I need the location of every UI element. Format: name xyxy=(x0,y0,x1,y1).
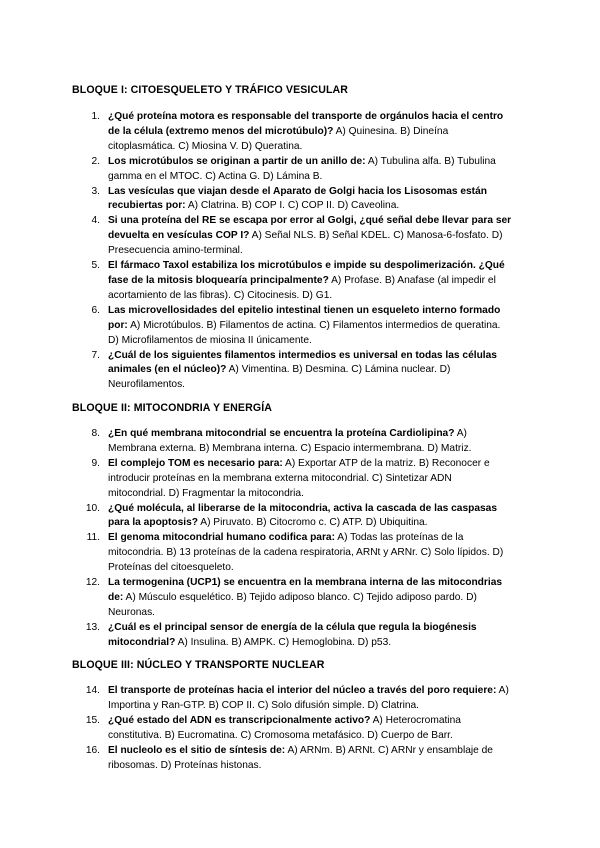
question-stem: El genoma mitocondrial humano codifica para: xyxy=(108,532,335,544)
question-options: A) Quinesina. B) Dineína citoplasmática. C) Miosina V. D) Queratina. xyxy=(108,125,449,152)
question-list-bloque-1 xyxy=(0,110,600,393)
question-number: 5. xyxy=(91,260,100,272)
question-stem: Los microtúbulos se originan a partir de un anillo de: xyxy=(108,155,366,167)
question-number: 2. xyxy=(91,155,100,167)
question-stem: ¿Cuál es el principal sensor de energía de la célula que regula la biogénesis mitocondrial? xyxy=(108,621,477,648)
question-stem: El transporte de proteínas hacia el interior del núcleo a través del poro requiere: xyxy=(108,685,497,696)
question-options: A) Microtúbulos. B) Filamentos de actina. C) Filamentos intermedios de queratina. D) Microfilamentos de miosina II únicamente. xyxy=(108,319,501,346)
question-stem: El fármaco Taxol estabiliza los microtúbulos e impide su despolimerización. ¿Qué fase de la mitosis bloquearía principalmente? xyxy=(108,260,505,286)
question-options: A) Insulina. B) AMPK. C) Hemoglobina. D) p53. xyxy=(175,636,392,648)
question-number: 14. xyxy=(85,685,100,696)
question-options: A) Piruvato. B) Citocromo c. C) ATP. D) Ubiquitina. xyxy=(198,517,428,529)
question-stem: ¿Qué estado del ADN es transcripcionalmente activo? xyxy=(108,714,371,726)
question-item xyxy=(0,427,600,457)
question-stem: La termogenina (UCP1) se encuentra en la membrana interna de las mitocondrias de: xyxy=(108,577,503,603)
question-options: A) Clatrina. B) COP I. C) COP II. D) Caveolina. xyxy=(185,200,400,212)
question-stem: El complejo TOM es necesario para: xyxy=(108,457,283,469)
question-item xyxy=(0,576,600,621)
question-options: A) Señal NLS. B) Señal KDEL. C) Manosa-6-fosfato. D) Presecuencia amino-terminal. xyxy=(108,230,503,257)
question-item xyxy=(0,259,600,304)
question-stem: ¿Cuál de los siguientes filamentos intermedios es universal en todas las células animales (en el núcleo)? xyxy=(108,349,497,376)
question-stem: Si una proteína del RE se escapa por error al Golgi, ¿qué señal debe llevar para ser devuelta en vesículas COP I? xyxy=(108,215,512,242)
question-number: 12. xyxy=(85,577,100,589)
question-item xyxy=(0,714,600,744)
question-options: A) ARNm. B) ARNt. C) ARNr y ensamblaje de ribosomas. D) Proteínas histonas. xyxy=(108,744,493,771)
question-item xyxy=(0,502,600,532)
question-item xyxy=(0,155,600,185)
question-number: 9. xyxy=(91,457,100,469)
question-stem: ¿En qué membrana mitocondrial se encuentra la proteína Cardiolipina? xyxy=(108,428,455,439)
question-number: 10. xyxy=(85,502,100,514)
question-item xyxy=(0,684,600,714)
question-options: A) Vimentina. B) Desmina. C) Lámina nuclear. D) Neurofilamentos. xyxy=(108,364,451,391)
question-stem: ¿Qué proteína motora es responsable del transporte de orgánulos hacia el centro de la célula (extremo menos del microtúbulo)? xyxy=(108,111,504,137)
question-stem: ¿Qué molécula, al liberarse de la mitocondria, activa la cascada de las caspasas para la apoptosis? xyxy=(108,502,498,529)
question-number: 8. xyxy=(91,428,100,439)
question-number: 1. xyxy=(91,111,100,122)
question-number: 16. xyxy=(85,744,100,756)
question-options: A) Exportar ATP de la matriz. B) Reconocer e introducir proteínas en la membrana externa mitocondrial. C) Sintetizar ADN mitocondrial. D) Fragmentar la mitocondria. xyxy=(108,457,490,499)
question-item xyxy=(0,531,600,576)
question-options: A) Profase. B) Anafase (al impedir el acortamiento de las fibras). C) Citocinesis. D) G1. xyxy=(108,274,496,301)
question-number: 7. xyxy=(91,349,100,361)
question-stem: Las vesículas que viajan desde el Aparato de Golgi hacia los Lisosomas están recubiertas por: xyxy=(108,185,487,212)
section-title-bloque-2: BLOQUE II: MITOCONDRIA Y ENERGÍA xyxy=(72,402,272,414)
question-list-bloque-3 xyxy=(0,684,600,773)
question-item xyxy=(0,744,600,774)
section-title-bloque-1: BLOQUE I: CITOESQUELETO Y TRÁFICO VESICULAR xyxy=(72,84,349,96)
question-item xyxy=(0,214,600,259)
question-number: 4. xyxy=(91,215,100,227)
question-number: 15. xyxy=(85,714,100,726)
question-list-bloque-2 xyxy=(0,427,600,651)
question-options: A) Músculo esquelético. B) Tejido adiposo blanco. C) Tejido adiposo pardo. D) Neuronas. xyxy=(108,591,477,618)
question-options: A) Tubulina alfa. B) Tubulina gamma en el MTOC. C) Actina G. D) Lámina B. xyxy=(108,155,496,182)
question-number: 11. xyxy=(86,532,100,544)
question-item xyxy=(0,110,600,155)
question-item xyxy=(0,457,600,502)
question-item xyxy=(0,621,600,651)
question-number: 13. xyxy=(85,621,100,633)
question-item xyxy=(0,185,600,215)
question-item xyxy=(0,304,600,349)
question-number: 3. xyxy=(91,185,100,197)
section-title-bloque-3: BLOQUE III: NÚCLEO Y TRANSPORTE NUCLEAR xyxy=(72,659,325,671)
question-number: 6. xyxy=(91,304,100,316)
question-options: A) Todas las proteínas de la mitocondria. B) 13 proteínas de la cadena respiratoria, ARNt y ARNr. C) Solo lípidos. D) Proteínas del citoesqueleto. xyxy=(108,532,504,574)
question-options: A) Membrana externa. B) Membrana interna. C) Espacio intermembrana. D) Matriz. xyxy=(108,428,472,454)
question-stem: Las microvellosidades del epitelio intestinal tienen un esqueleto interno formado por: xyxy=(108,304,501,331)
question-stem: El nucleolo es el sitio de síntesis de: xyxy=(108,744,286,756)
question-item xyxy=(0,349,600,394)
question-options: A) Importina y Ran-GTP. B) COP II. C) Solo difusión simple. D) Clatrina. xyxy=(108,685,509,711)
question-options: A) Heterocromatina constitutiva. B) Eucromatina. C) Cromosoma metafásico. D) Cuerpo de Barr. xyxy=(108,714,461,741)
